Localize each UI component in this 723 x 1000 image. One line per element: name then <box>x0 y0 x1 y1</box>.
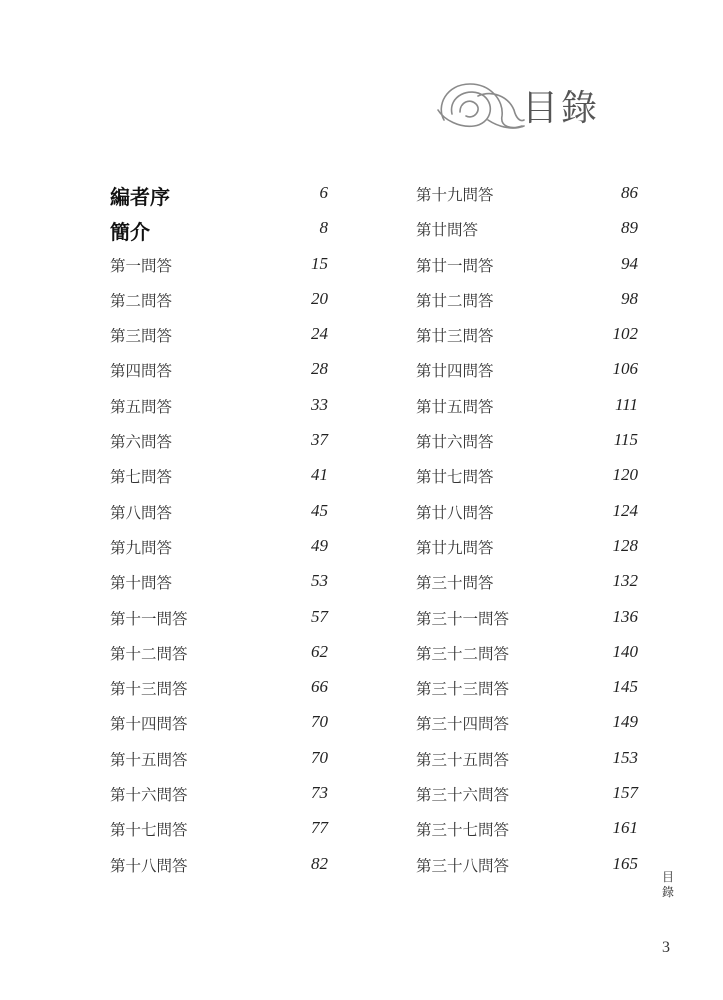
toc-entry-page: 140 <box>612 641 638 661</box>
toc-entry <box>416 779 636 814</box>
toc-entry-page: 73 <box>311 783 328 803</box>
toc-entry-page: 53 <box>311 571 328 591</box>
toc-entry-title: 第七問答 <box>110 468 173 487</box>
toc-entry-title: 第廿二問答 <box>416 291 494 310</box>
toc-entry-title: 編者序 <box>110 185 170 209</box>
toc-entry-title: 第三十七問答 <box>416 821 510 840</box>
toc-entry-page: 136 <box>612 606 638 626</box>
toc-entry <box>416 179 636 214</box>
toc-entry <box>110 497 330 532</box>
toc-entry-title: 第十八問答 <box>110 856 188 875</box>
toc-entry-page: 66 <box>311 677 328 697</box>
toc-entry-page: 70 <box>311 747 328 767</box>
toc-entry <box>110 673 330 708</box>
toc-entry <box>110 285 330 320</box>
toc-entry-title: 第三十二問答 <box>416 644 510 663</box>
swirl-ornament-icon <box>430 76 526 140</box>
toc-entry <box>110 814 330 849</box>
toc-entry-title: 第十二問答 <box>110 644 188 663</box>
toc-entry <box>110 250 330 285</box>
toc-entry <box>416 497 636 532</box>
toc-entry-title: 第十六問答 <box>110 786 188 805</box>
toc-entry-page: 86 <box>621 183 638 202</box>
toc-entry <box>110 638 330 673</box>
toc-entry-title: 第廿六問答 <box>416 433 494 452</box>
toc-entry <box>416 285 636 320</box>
toc-entry-title: 第三十一問答 <box>416 609 510 628</box>
toc-entry <box>416 850 636 885</box>
toc-entry <box>416 744 636 779</box>
toc-entry-page: 82 <box>311 853 328 873</box>
toc-entry <box>110 391 330 426</box>
toc-entry-page: 24 <box>311 324 328 344</box>
side-tab <box>661 870 675 900</box>
toc-entry <box>416 708 636 743</box>
toc-entry-page: 37 <box>311 430 328 450</box>
toc-entry-page: 94 <box>621 253 638 273</box>
toc-entry-title: 第十四問答 <box>110 715 188 734</box>
toc-entry-title: 第二問答 <box>110 291 173 310</box>
toc-entry-page: 89 <box>621 218 638 238</box>
toc-entry-page: 149 <box>612 712 638 732</box>
toc-entry-title: 第三十五問答 <box>416 750 510 769</box>
toc-entry-page: 132 <box>612 571 638 591</box>
toc-entry-page: 157 <box>612 783 638 803</box>
toc-entry-title: 第三十六問答 <box>416 786 510 805</box>
toc-entry <box>110 603 330 638</box>
toc-entry-title: 第五問答 <box>110 397 173 416</box>
toc-entry-title: 第一問答 <box>110 256 173 275</box>
toc-entry <box>416 638 636 673</box>
side-tab-char-2: 錄 <box>661 885 674 899</box>
toc-entry-title: 第六問答 <box>110 433 173 452</box>
toc-entry <box>110 744 330 779</box>
toc-entry-title: 第三問答 <box>110 327 173 346</box>
toc-entry-title: 第十九問答 <box>416 186 494 204</box>
toc-entry-title: 第廿七問答 <box>416 468 494 487</box>
toc-entry <box>110 355 330 390</box>
toc-entry-title: 第廿問答 <box>416 221 479 240</box>
toc-entry <box>416 320 636 355</box>
toc-entry-title: 第廿五問答 <box>416 397 494 416</box>
toc-entry-page: 115 <box>613 430 638 450</box>
toc-entry <box>416 426 636 461</box>
toc-entry <box>110 708 330 743</box>
toc-column-right <box>416 179 636 885</box>
toc-entry-title: 第十三問答 <box>110 680 188 699</box>
toc-entry <box>110 214 330 249</box>
toc-entry-page: 45 <box>311 500 328 520</box>
toc-entry-page: 57 <box>311 606 328 626</box>
toc-entry <box>110 532 330 567</box>
page-number: 3 <box>662 939 670 956</box>
toc-heading <box>430 68 630 148</box>
toc-entry <box>416 214 636 249</box>
toc-entry <box>110 320 330 355</box>
toc-entry <box>416 461 636 496</box>
toc-entry <box>110 179 330 214</box>
toc-entry-title: 簡介 <box>110 220 150 245</box>
toc-entry-page: 33 <box>311 394 328 414</box>
toc-entry-page: 128 <box>612 535 638 555</box>
toc-entry-title: 第九問答 <box>110 538 173 557</box>
toc-entry-page: 49 <box>311 535 328 555</box>
toc-entry-title: 第廿九問答 <box>416 538 494 557</box>
toc-column-left <box>110 179 330 885</box>
toc-entry-title: 第三十問答 <box>416 574 494 593</box>
toc-entry-page: 153 <box>612 747 638 767</box>
toc-entry-page: 28 <box>311 359 328 379</box>
toc-entry-page: 145 <box>612 677 638 697</box>
toc-entry-page: 20 <box>311 288 328 308</box>
side-tab-char-1: 目 <box>661 870 674 884</box>
toc-entry <box>416 250 636 285</box>
toc-entry-page: 8 <box>319 218 328 238</box>
toc-entry <box>416 567 636 602</box>
toc-entry-title: 第廿三問答 <box>416 327 494 346</box>
toc-entry <box>416 603 636 638</box>
toc-entry <box>416 673 636 708</box>
toc-entry-page: 41 <box>311 465 328 485</box>
toc-entry-page: 62 <box>311 641 328 661</box>
page-title: 目錄 <box>522 88 601 129</box>
toc-entry-page: 70 <box>311 712 328 732</box>
toc-entry-page: 120 <box>612 465 638 485</box>
toc-entry-title: 第十七問答 <box>110 821 188 840</box>
toc-entry-page: 98 <box>621 288 638 308</box>
toc-entry-title: 第三十八問答 <box>416 856 510 875</box>
toc-entry-title: 第四問答 <box>110 362 173 381</box>
toc-entry-page: 15 <box>311 253 328 273</box>
toc-entry-title: 第三十四問答 <box>416 715 510 734</box>
toc-entry-page: 6 <box>319 183 328 202</box>
toc-entry <box>110 567 330 602</box>
toc-entry-page: 77 <box>311 818 328 838</box>
toc-entry <box>416 391 636 426</box>
toc-entry <box>416 814 636 849</box>
toc-entry <box>110 779 330 814</box>
toc-entry-page: 165 <box>612 853 638 873</box>
toc-entry-page: 106 <box>612 359 638 379</box>
toc-entry-title: 第廿八問答 <box>416 503 494 522</box>
toc-entry <box>110 426 330 461</box>
toc-entry-page: 111 <box>615 394 638 414</box>
toc-entry <box>110 850 330 885</box>
toc-entry-title: 第廿一問答 <box>416 256 494 275</box>
toc-entry-title: 第八問答 <box>110 503 173 522</box>
toc-entry-title: 第廿四問答 <box>416 362 494 381</box>
toc-entry <box>416 532 636 567</box>
toc-entry-page: 161 <box>612 818 638 838</box>
toc-entry-page: 102 <box>612 324 638 344</box>
toc-entry-page: 124 <box>612 500 638 520</box>
toc-entry-title: 第十一問答 <box>110 609 188 628</box>
toc-entry-title: 第十問答 <box>110 574 173 593</box>
toc-entry-title: 第三十三問答 <box>416 680 510 699</box>
toc-entry <box>416 355 636 390</box>
toc-entry <box>110 461 330 496</box>
toc-entry-title: 第十五問答 <box>110 750 188 769</box>
